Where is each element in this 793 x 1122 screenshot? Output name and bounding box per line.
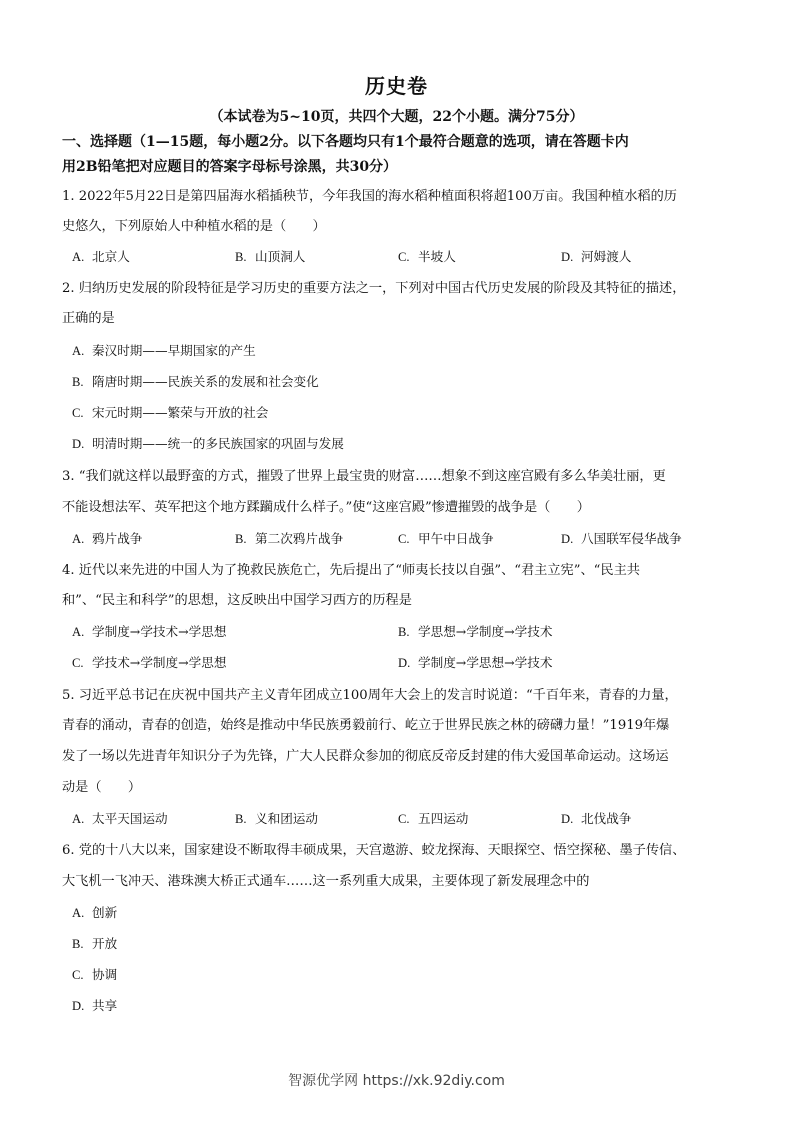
question-5-option-a: A. 太平天国运动: [72, 811, 168, 826]
question-2-option-a: A. 秦汉时期——早期国家的产生: [72, 343, 256, 358]
question-2-line2: 正确的是: [62, 311, 115, 326]
question-6-option-b: B. 开放: [72, 936, 118, 951]
question-4-line1: 4. 近代以来先进的中国人为了挽救民族危亡，先后提出了“师夷长技以自强”、“君主立宪”、“民主共: [62, 563, 640, 578]
exam-instructions: （本试卷为5~10页，共四个大题，22个小题。满分75分）: [209, 109, 584, 125]
page-title: 历史卷: [365, 74, 428, 98]
question-1-option-a: A. 北京人: [72, 249, 130, 264]
question-2-line1: 2. 归纳历史发展的阶段特征是学习历史的重要方法之一，下列对中国古代历史发展的阶段及其特征的描述，: [62, 281, 686, 296]
section-heading-line2: 用2B铅笔把对应题目的答案字母标号涂黑，共30分）: [62, 159, 398, 175]
question-3-option-d: D. 八国联军侵华战争: [561, 531, 682, 546]
question-3-option-b: B. 第二次鸦片战争: [235, 531, 344, 546]
question-5-option-b: B. 义和团运动: [235, 811, 318, 826]
question-3-line2: 不能设想法军、英军把这个地方蹂躏成什么样子。”使“这座宫殿”惨遭摧毁的战争是（ ）: [62, 500, 590, 515]
question-4-option-d: D. 学制度→学思想→学技术: [398, 655, 553, 670]
question-4-option-b: B. 学思想→学制度→学技术: [398, 624, 553, 639]
question-2-option-c: C. 宋元时期——繁荣与开放的社会: [72, 405, 269, 420]
question-1-option-b: B. 山顶洞人: [235, 249, 306, 264]
question-6-option-d: D. 共享: [72, 998, 118, 1013]
question-3-option-c: C. 甲午中日战争: [398, 531, 494, 546]
question-5-line3: 发了一场以先进青年知识分子为先锋，广大人民群众参加的彻底反帝反封建的伟大爱国革命运动。这场运: [62, 749, 669, 764]
question-1-line2: 史悠久，下列原始人中种植水稻的是（ ）: [62, 219, 326, 234]
question-6-line2: 大飞机一飞冲天、港珠澳大桥正式通车……这一系列重大成果，主要体现了新发展理念中的: [62, 874, 590, 889]
question-5-line1: 5. 习近平总书记在庆祝中国共产主义青年团成立100周年大会上的发言时说道：“千百年来，青春的力量，: [62, 688, 678, 703]
question-2-option-d: D. 明清时期——统一的多民族国家的巩固与发展: [72, 436, 344, 451]
question-5-line4: 动是（ ）: [62, 780, 142, 795]
question-2-option-b: B. 隋唐时期——民族关系的发展和社会变化: [72, 374, 319, 389]
question-5-option-c: C. 五四运动: [398, 811, 469, 826]
question-6-option-c: C. 协调: [72, 967, 118, 982]
question-4-line2: 和”、“民主和科学”的思想，这反映出中国学习西方的历程是: [62, 593, 412, 608]
question-5-option-d: D. 北伐战争: [561, 811, 632, 826]
question-1-option-c: C. 半坡人: [398, 249, 456, 264]
question-6-option-a: A. 创新: [72, 905, 118, 920]
question-3-option-a: A. 鸦片战争: [72, 531, 143, 546]
question-4-option-c: C. 学技术→学制度→学思想: [72, 655, 227, 670]
question-1-line1: 1. 2022年5月22日是第四届海水稻插秧节，今年我国的海水稻种植面积将超100万亩。我国种植水稻的历: [62, 189, 677, 204]
question-4-option-a: A. 学制度→学技术→学思想: [72, 624, 227, 639]
question-6-line1: 6. 党的十八大以来，国家建设不断取得丰硕成果，天宫遨游、蛟龙探海、天眼探空、悟空探秘、墨子传信、: [62, 843, 686, 858]
question-5-line2: 青春的涌动，青春的创造，始终是推动中华民族勇毅前行、屹立于世界民族之林的磅礴力量！”1919年爆: [62, 718, 670, 733]
section-heading-line1: 一、选择题（1—15题，每小题2分。以下各题均只有1个最符合题意的选项，请在答题卡内: [62, 134, 629, 150]
question-3-line1: 3. “我们就这样以最野蛮的方式，摧毁了世界上最宝贵的财富……想象不到这座宫殿有多么华美壮丽，更: [62, 469, 666, 484]
question-1-option-d: D. 河姆渡人: [561, 249, 632, 264]
page-footer-watermark: 智源优学网 https://xk.92diy.com: [288, 1073, 505, 1089]
